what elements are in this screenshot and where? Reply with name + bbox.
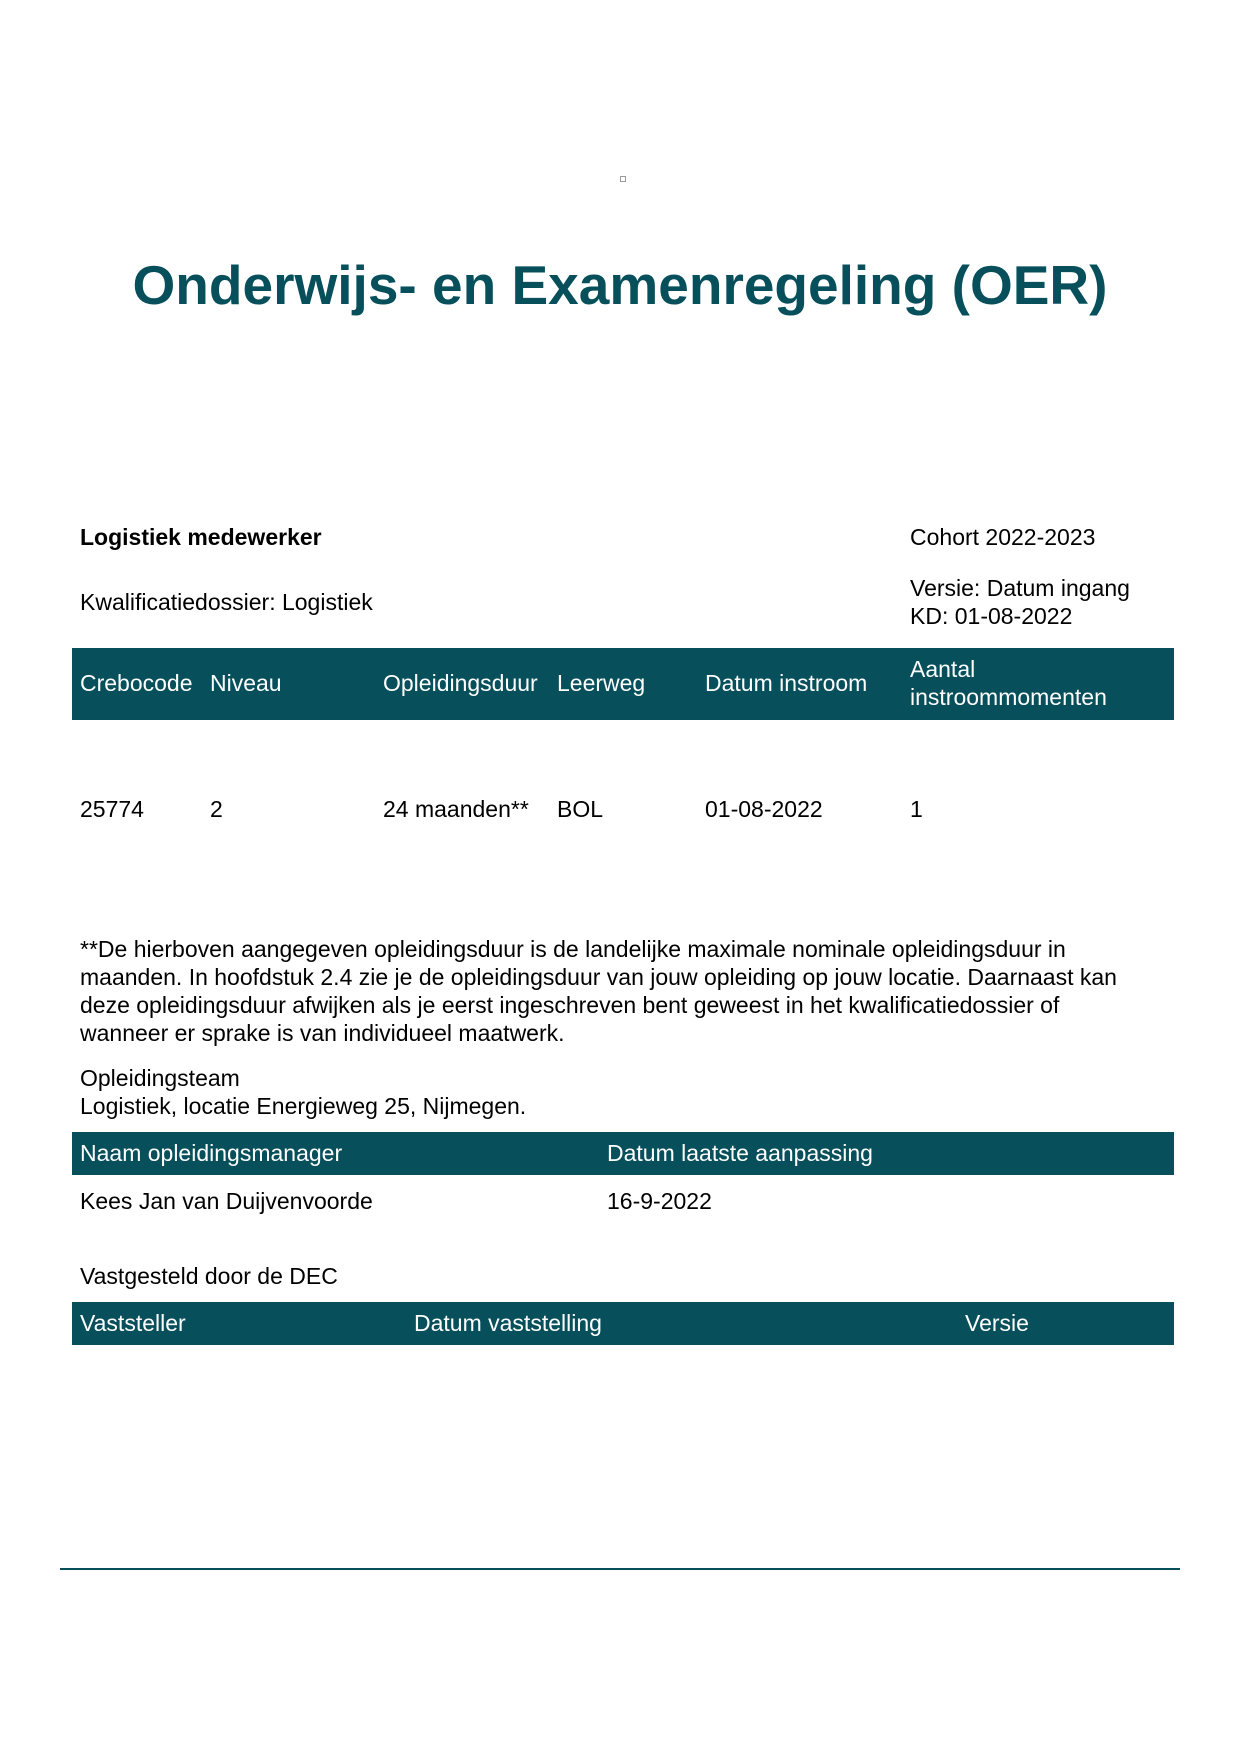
cell-last-modified: 16-9-2022 bbox=[607, 1188, 712, 1214]
header-versie: Versie bbox=[965, 1310, 1029, 1336]
header-vaststeller: Vaststeller bbox=[80, 1310, 186, 1336]
cell-niveau: 2 bbox=[210, 796, 223, 822]
footer-divider bbox=[60, 1568, 1180, 1570]
programme-name: Logistiek medewerker bbox=[80, 524, 322, 550]
established-label: Vastgesteld door de DEC bbox=[80, 1263, 338, 1289]
cell-opleidingsduur: 24 maanden** bbox=[383, 796, 529, 822]
team-location: Logistiek, locatie Energieweg 25, Nijmegen. bbox=[80, 1093, 527, 1119]
header-opleidingsduur: Opleidingsduur bbox=[383, 670, 538, 696]
footnote-line-3: deze opleidingsduur afwijken als je eerst ingeschreven bent geweest in het kwalificatiedossier of bbox=[80, 992, 1060, 1018]
header-last-modified: Datum laatste aanpassing bbox=[607, 1140, 873, 1166]
header-aantal-line-2: instroommomenten bbox=[910, 684, 1107, 710]
cell-manager-name: Kees Jan van Duijvenvoorde bbox=[80, 1188, 373, 1214]
version-line-1: Versie: Datum ingang bbox=[910, 575, 1130, 601]
cell-datum-instroom: 01-08-2022 bbox=[705, 796, 823, 822]
footnote-line-4: wanneer er sprake is van individueel maatwerk. bbox=[80, 1020, 565, 1046]
team-label: Opleidingsteam bbox=[80, 1065, 240, 1091]
version-line-2: KD: 01-08-2022 bbox=[910, 603, 1073, 629]
cell-crebocode: 25774 bbox=[80, 796, 144, 822]
header-datum-vaststelling: Datum vaststelling bbox=[414, 1310, 602, 1336]
placeholder-image-marker bbox=[620, 176, 626, 182]
header-manager-name: Naam opleidingsmanager bbox=[80, 1140, 343, 1166]
qualification-file: Kwalificatiedossier: Logistiek bbox=[80, 589, 373, 615]
cell-leerweg: BOL bbox=[557, 796, 604, 822]
header-niveau: Niveau bbox=[210, 670, 282, 696]
cell-aantal: 1 bbox=[910, 796, 923, 822]
cohort-label: Cohort 2022-2023 bbox=[910, 524, 1096, 550]
header-crebocode: Crebocode bbox=[80, 670, 193, 696]
footnote-line-2: maanden. In hoofdstuk 2.4 zie je de opleidingsduur van jouw opleiding op jouw locatie. Daarnaast kan bbox=[80, 964, 1117, 990]
header-aantal-line-1: Aantal bbox=[910, 656, 976, 682]
header-datum-instroom: Datum instroom bbox=[705, 670, 868, 696]
footnote-line-1: **De hierboven aangegeven opleidingsduur is de landelijke maximale nominale opleidingsduur in bbox=[80, 936, 1066, 962]
header-leerweg: Leerweg bbox=[557, 670, 646, 696]
document-title: Onderwijs- en Examenregeling (OER) bbox=[132, 254, 1108, 316]
